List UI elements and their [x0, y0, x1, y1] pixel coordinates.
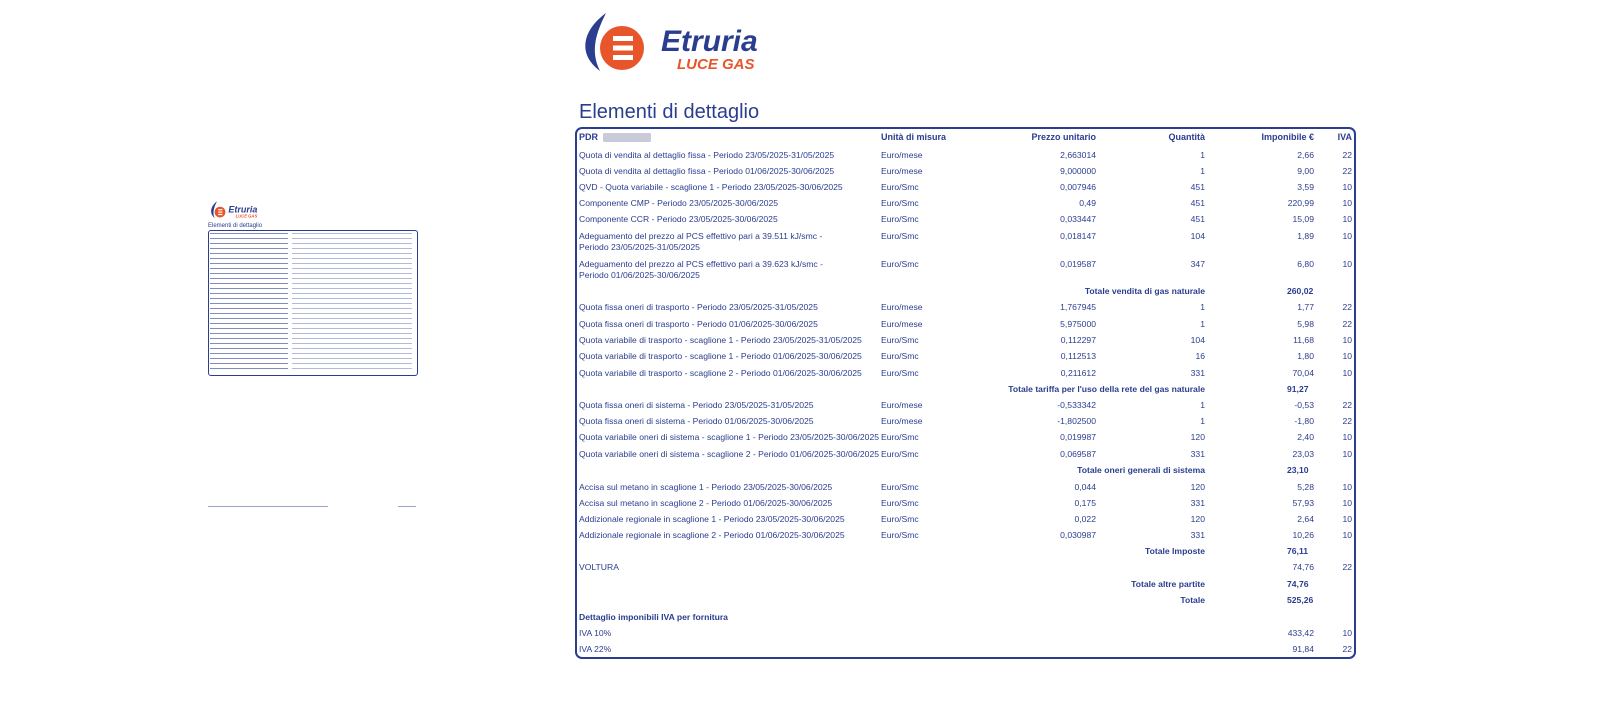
thumbnail-row-values — [292, 238, 412, 239]
header-pdr: PDR — [579, 132, 869, 143]
thumbnail-row-values — [292, 338, 412, 339]
svg-text:Etruria: Etruria — [228, 204, 258, 215]
thumbnail-row-line — [210, 353, 288, 354]
thumbnail-row-values — [292, 303, 412, 304]
thumbnail-row-values — [292, 333, 412, 334]
thumbnail-row-values — [292, 298, 412, 299]
thumbnail-row-line — [210, 233, 288, 234]
thumbnail-row-line — [210, 283, 288, 284]
thumbnail-row-values — [292, 328, 412, 329]
thumbnail-row-values — [292, 293, 412, 294]
thumbnail-row-values — [292, 263, 412, 264]
thumbnail-row-line — [210, 288, 288, 289]
thumbnail-row-values — [292, 273, 412, 274]
thumbnail-footer-line — [208, 506, 328, 507]
thumbnail-row-values — [292, 243, 412, 244]
thumbnail-row-values — [292, 258, 412, 259]
svg-text:LUCE GAS: LUCE GAS — [235, 213, 258, 219]
thumbnail-row-line — [210, 273, 288, 274]
thumbnail-row-line — [210, 308, 288, 309]
thumbnail-row-line — [210, 348, 288, 349]
thumbnail-row-line — [210, 328, 288, 329]
thumbnail-row-line — [210, 323, 288, 324]
thumbnail-row-line — [210, 318, 288, 319]
thumbnail-row-line — [210, 333, 288, 334]
thumbnail-row-line — [210, 258, 288, 259]
thumbnail-row-values — [292, 348, 412, 349]
thumbnail-row-line — [210, 268, 288, 269]
thumbnail-row-line — [210, 293, 288, 294]
thumbnail-row-line — [210, 313, 288, 314]
thumbnail-row-values — [292, 368, 412, 369]
thumbnail-row-line — [210, 363, 288, 364]
thumbnail-row-values — [292, 308, 412, 309]
thumbnail-row-values — [292, 318, 412, 319]
thumbnail-row-line — [210, 238, 288, 239]
thumbnail-title: Elementi di dettaglio — [208, 223, 263, 229]
thumbnail-row-values — [292, 353, 412, 354]
thumbnail-row-line — [210, 243, 288, 244]
thumbnail-logo — [208, 200, 268, 220]
header-amount: Imponibile € — [1261, 132, 1314, 142]
header-iva: IVA — [1337, 132, 1352, 142]
thumbnail-row-values — [292, 268, 412, 269]
thumbnail-row-line — [210, 303, 288, 304]
thumbnail-row-line — [210, 368, 288, 369]
thumbnail-row-line — [210, 343, 288, 344]
thumbnail-row-values — [292, 248, 412, 249]
thumbnail-row-values — [292, 233, 412, 234]
etruria-logo — [576, 11, 776, 73]
thumbnail-row-line — [210, 358, 288, 359]
thumbnail-row-line — [210, 263, 288, 264]
thumbnail-row-line — [210, 298, 288, 299]
thumbnail-row-line — [210, 278, 288, 279]
thumbnail-row-values — [292, 313, 412, 314]
thumbnail-row-values — [292, 363, 412, 364]
pdr-redacted — [603, 133, 651, 142]
header-qty: Quantità — [1168, 132, 1205, 142]
thumbnail-row-line — [210, 338, 288, 339]
thumbnail-row-values — [292, 343, 412, 344]
brand-name: Etruria — [661, 25, 758, 58]
header-unit: Unità di misura — [881, 132, 947, 142]
thumbnail-row-values — [292, 253, 412, 254]
brand-tagline: LUCE GAS — [677, 56, 755, 73]
header-price: Prezzo unitario — [1031, 132, 1096, 142]
thumbnail-footer-page — [398, 506, 416, 507]
section-title: Elementi di dettaglio — [579, 101, 760, 123]
thumbnail-row-line — [210, 253, 288, 254]
thumbnail-row-values — [292, 323, 412, 324]
thumbnail-row-values — [292, 278, 412, 279]
thumbnail-row-values — [292, 358, 412, 359]
thumbnail-row-values — [292, 288, 412, 289]
thumbnail-row-values — [292, 283, 412, 284]
thumbnail-row-line — [210, 248, 288, 249]
page-thumbnail[interactable] — [208, 200, 420, 530]
